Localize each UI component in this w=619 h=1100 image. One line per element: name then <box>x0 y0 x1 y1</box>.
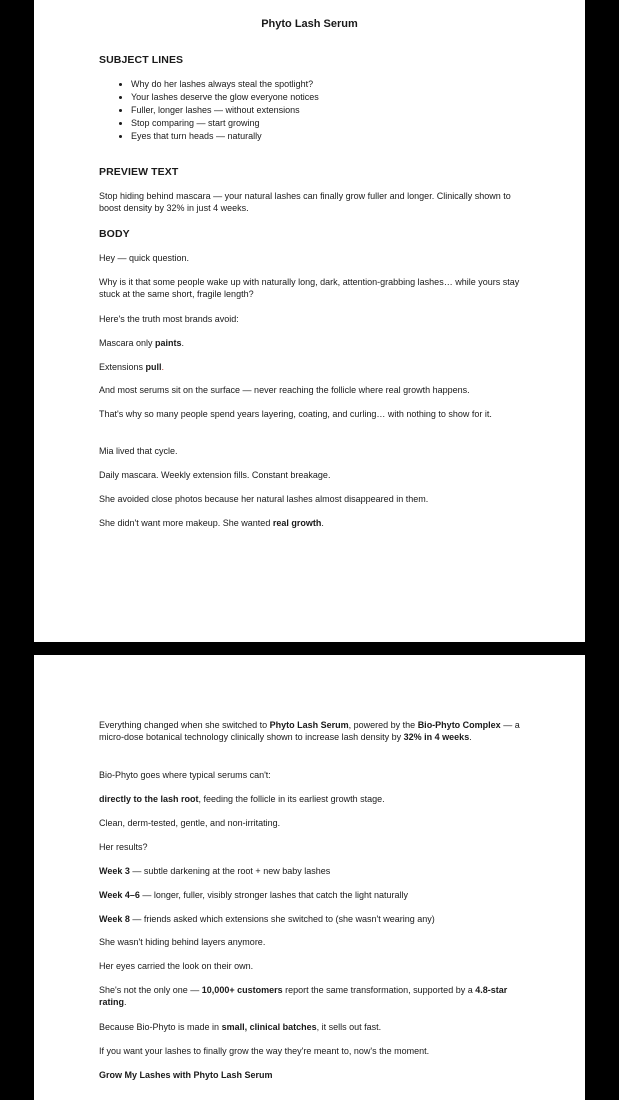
list-item: • Why do her lashes always steal the spotlight? <box>131 78 319 91</box>
body-paragraph: Daily mascara. Weekly extension fills. Constant breakage. <box>99 470 331 480</box>
body-paragraph: She wasn't hiding behind layers anymore. <box>99 937 266 947</box>
preview-text: Stop hiding behind mascara — your natural lashes can finally grow fuller and longer. Clinically shown to boost density by 32% in just 4 weeks. <box>99 191 511 213</box>
document-title: Phyto Lash Serum <box>261 18 358 30</box>
body-paragraph: directly to the lash root, feeding the follicle in its earliest growth stage. <box>99 794 385 804</box>
preview-text-heading: PREVIEW TEXT <box>99 166 179 178</box>
body-paragraph: If you want your lashes to finally grow the way they're meant to, now's the moment. <box>99 1046 430 1056</box>
subject-lines-list <box>117 78 319 143</box>
body-paragraph: Mia lived that cycle. <box>99 446 178 456</box>
body-paragraph: Week 4–6 — longer, fuller, visibly stronger lashes that catch the light naturally <box>99 890 409 900</box>
body-paragraph: She's not the only one — 10,000+ customers report the same transformation, supported by a 4.8-star rating. <box>99 985 508 1007</box>
subject-lines-heading: SUBJECT LINES <box>99 54 184 66</box>
list-item: • Eyes that turn heads — naturally <box>131 130 319 143</box>
list-item: • Fuller, longer lashes — without extensions <box>131 104 319 117</box>
body-paragraph: Extensions pull. <box>99 362 165 372</box>
body-paragraph: Bio-Phyto goes where typical serums can't: <box>99 770 271 780</box>
body-paragraph: Here's the truth most brands avoid: <box>99 314 239 324</box>
list-item: • Your lashes deserve the glow everyone notices <box>131 91 319 104</box>
body-paragraph: She didn't want more makeup. She wanted real growth. <box>99 518 324 528</box>
body-paragraph: Clean, derm-tested, gentle, and non-irritating. <box>99 818 281 828</box>
body-paragraph: Her results? <box>99 842 148 852</box>
body-paragraph: Mascara only paints. <box>99 338 185 348</box>
body-paragraph: That's why so many people spend years layering, coating, and curling… with nothing to show for it. <box>99 409 492 419</box>
call-to-action: Grow My Lashes with Phyto Lash Serum <box>99 1070 273 1080</box>
body-paragraph: Week 3 — subtle darkening at the root + new baby lashes <box>99 866 331 876</box>
body-paragraph: Why is it that some people wake up with naturally long, dark, attention-grabbing lashes… while yours stay stuck at the same short, fragile length? <box>99 277 520 299</box>
body-paragraph: Because Bio-Phyto is made in small, clinical batches, it sells out fast. <box>99 1022 382 1032</box>
body-paragraph: Everything changed when she switched to Phyto Lash Serum, powered by the Bio-Phyto Complex — a micro-dose botanical technology clinically shown to increase lash density by 32% in 4 weeks. <box>99 720 520 742</box>
document-page-2 <box>34 655 585 1100</box>
body-heading: BODY <box>99 228 130 240</box>
body-paragraph: Week 8 — friends asked which extensions she switched to (she wasn't wearing any) <box>99 914 435 924</box>
body-paragraph: She avoided close photos because her natural lashes almost disappeared in them. <box>99 494 429 504</box>
list-item: • Stop comparing — start growing <box>131 117 319 130</box>
document-page-1 <box>34 0 585 642</box>
body-paragraph: Hey — quick question. <box>99 253 190 263</box>
body-paragraph: And most serums sit on the surface — never reaching the follicle where real growth happens. <box>99 385 470 395</box>
body-paragraph: Her eyes carried the look on their own. <box>99 961 254 971</box>
